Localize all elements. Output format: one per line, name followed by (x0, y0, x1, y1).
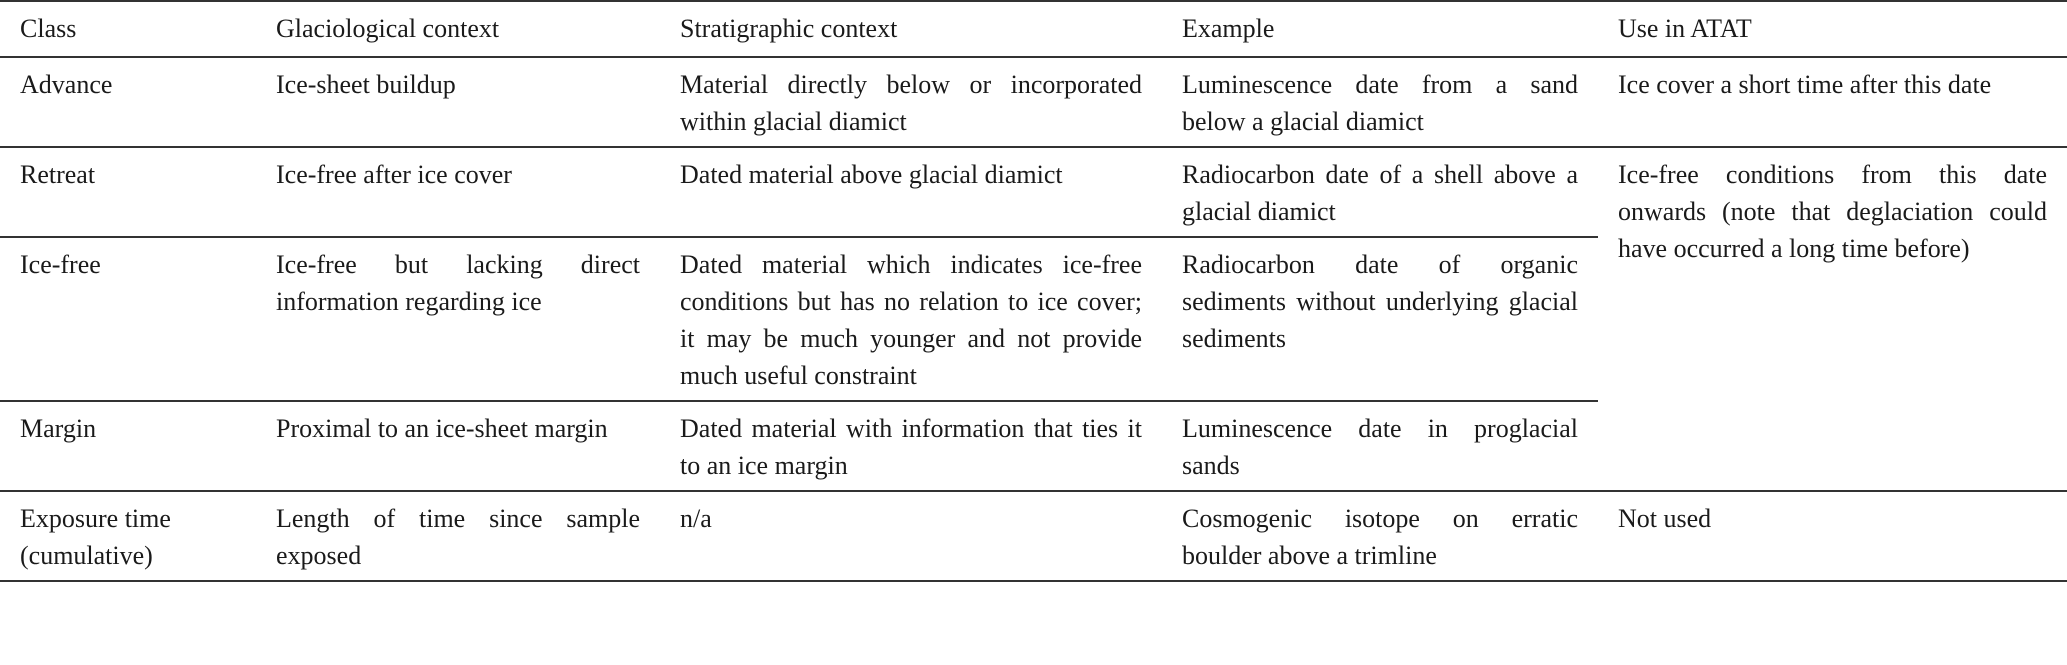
cell-class: Retreat (0, 147, 256, 237)
header-stratigraphic-context: Stratigraphic context (680, 14, 898, 43)
cell-stratigraphic: Material directly below or incorporated within glacial diamict (680, 70, 1142, 136)
cell-stratigraphic: Dated material above glacial diamict (660, 147, 1162, 237)
cell-use: Ice cover a short time after this date (1618, 70, 1992, 99)
cell-glaciological: Proximal to an ice-sheet margin (256, 401, 660, 491)
cell-example: Radiocarbon date of organic sediments without underlying glacial sediments (1162, 237, 1598, 401)
cell-example: Luminescence date from a sand below a glacial diamict (1182, 70, 1578, 136)
cell-example: Radiocarbon date of a shell above a glacial diamict (1162, 147, 1598, 237)
table-row (0, 57, 2067, 147)
header-use-in-atat: Use in ATAT (1618, 14, 1752, 43)
table-row (0, 491, 2067, 581)
cell-use: Ice-free conditions from this date onwards (note that deglaciation could have occurred a long time before) (1598, 147, 2067, 491)
cell-glaciological: Ice-free but lacking direct information regarding ice (256, 237, 660, 401)
cell-class: Ice-free (0, 237, 256, 401)
cell-stratigraphic: n/a (680, 504, 712, 533)
cell-stratigraphic: Dated material with information that ties it to an ice margin (660, 401, 1162, 491)
table-row (0, 147, 2067, 237)
cell-stratigraphic: Dated material which indicates ice-free conditions but has no relation to ice cover; it may be much younger and not provide much useful constraint (660, 237, 1162, 401)
cell-glaciological: Length of time since sample exposed (276, 504, 640, 570)
header-glaciological-context: Glaciological context (276, 14, 500, 43)
cell-glaciological: Ice-free after ice cover (256, 147, 660, 237)
cell-example: Luminescence date in proglacial sands (1162, 401, 1598, 491)
header-row (0, 1, 2067, 57)
cell-class: Advance (20, 70, 113, 99)
cell-use: Not used (1618, 504, 1712, 533)
header-class: Class (20, 14, 77, 43)
cell-class: Exposure time (cumulative) (20, 504, 171, 570)
cell-glaciological: Ice-sheet buildup (276, 70, 456, 99)
cell-class: Margin (0, 401, 256, 491)
header-example: Example (1182, 14, 1275, 43)
cell-example: Cosmogenic isotope on erratic boulder above a trimline (1182, 504, 1578, 570)
